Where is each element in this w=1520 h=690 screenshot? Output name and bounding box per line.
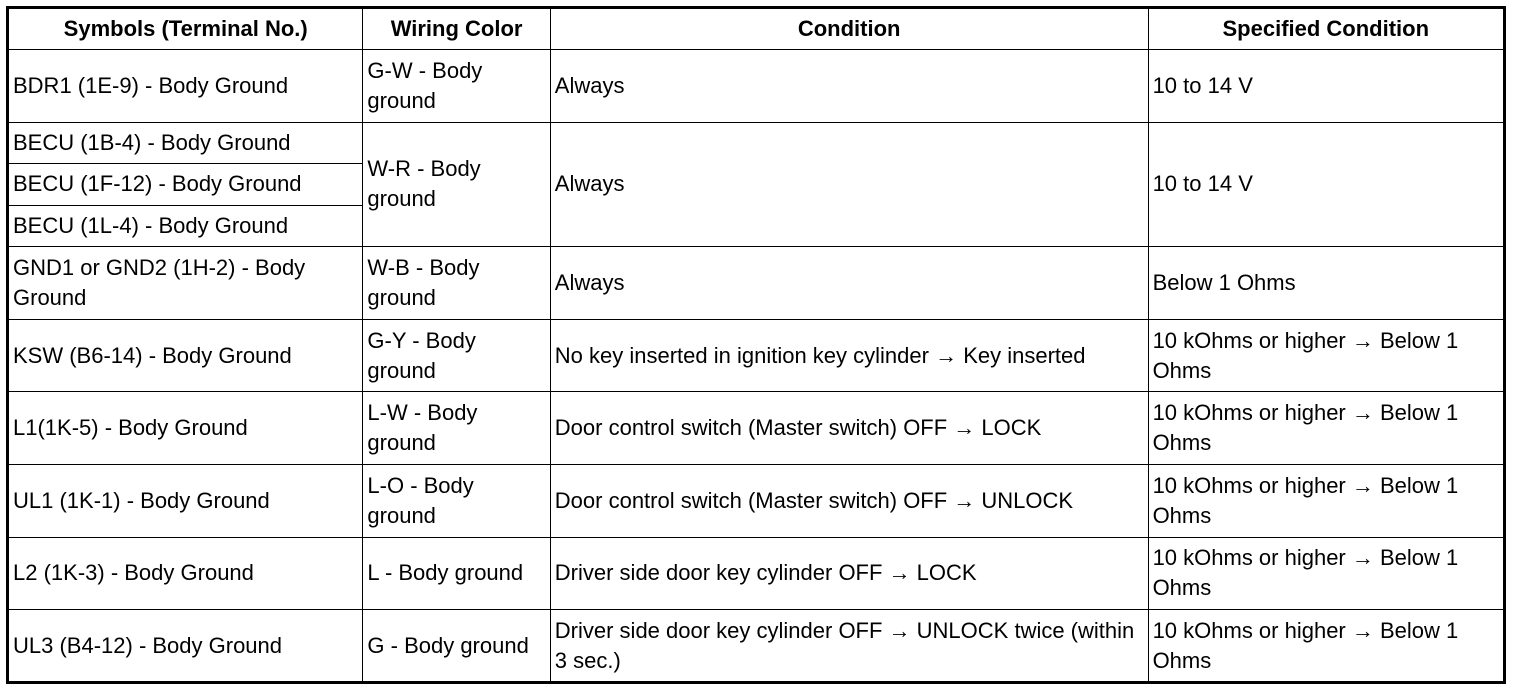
symbol-cell: GND1 or GND2 (1H-2) - Body Ground bbox=[8, 247, 363, 320]
table-row bbox=[8, 537, 1505, 610]
spec-cell: 10 kOhms or higher → Below 1 Ohms bbox=[1148, 610, 1504, 683]
symbol-cell: UL1 (1K-1) - Body Ground bbox=[8, 465, 363, 538]
condition-cell: No key inserted in ignition key cylinder → Key inserted bbox=[550, 319, 1148, 392]
spec-cell: Below 1 Ohms bbox=[1148, 247, 1504, 320]
wiring-cell: G - Body ground bbox=[363, 610, 550, 683]
condition-cell: Always bbox=[550, 50, 1148, 123]
symbol-cell: BECU (1L-4) - Body Ground bbox=[8, 205, 363, 247]
table-row bbox=[8, 247, 1505, 320]
symbol-cell: L2 (1K-3) - Body Ground bbox=[8, 537, 363, 610]
symbol-cell: L1(1K-5) - Body Ground bbox=[8, 392, 363, 465]
spec-cell: 10 to 14 V bbox=[1148, 50, 1504, 123]
table-row bbox=[8, 465, 1505, 538]
symbol-cell: BECU (1B-4) - Body Ground bbox=[8, 122, 363, 164]
wiring-cell: G-W - Body ground bbox=[363, 50, 550, 123]
symbol-cell: BDR1 (1E-9) - Body Ground bbox=[8, 50, 363, 123]
header-symbols: Symbols (Terminal No.) bbox=[8, 8, 363, 50]
wiring-cell: W-B - Body ground bbox=[363, 247, 550, 320]
condition-cell: Always bbox=[550, 122, 1148, 247]
header-specified-condition: Specified Condition bbox=[1148, 8, 1504, 50]
table-row bbox=[8, 610, 1505, 683]
condition-cell: Driver side door key cylinder OFF → LOCK bbox=[550, 537, 1148, 610]
wiring-cell: L-W - Body ground bbox=[363, 392, 550, 465]
spec-cell: 10 kOhms or higher → Below 1 Ohms bbox=[1148, 392, 1504, 465]
table-header-row bbox=[8, 8, 1505, 50]
spec-cell: 10 kOhms or higher → Below 1 Ohms bbox=[1148, 537, 1504, 610]
spec-cell: 10 kOhms or higher → Below 1 Ohms bbox=[1148, 465, 1504, 538]
spec-cell: 10 to 14 V bbox=[1148, 122, 1504, 247]
condition-cell: Driver side door key cylinder OFF → UNLOCK twice (within 3 sec.) bbox=[550, 610, 1148, 683]
condition-cell: Door control switch (Master switch) OFF → LOCK bbox=[550, 392, 1148, 465]
wiring-cell: G-Y - Body ground bbox=[363, 319, 550, 392]
header-condition: Condition bbox=[550, 8, 1148, 50]
spec-cell: 10 kOhms or higher → Below 1 Ohms bbox=[1148, 319, 1504, 392]
table-row bbox=[8, 319, 1505, 392]
table-row bbox=[8, 122, 1505, 164]
wiring-cell: L-O - Body ground bbox=[363, 465, 550, 538]
wiring-cell: L - Body ground bbox=[363, 537, 550, 610]
header-wiring-color: Wiring Color bbox=[363, 8, 550, 50]
table-row bbox=[8, 50, 1505, 123]
terminal-inspection-table bbox=[6, 6, 1506, 684]
symbol-cell: KSW (B6-14) - Body Ground bbox=[8, 319, 363, 392]
wiring-cell: W-R - Body ground bbox=[363, 122, 550, 247]
symbol-cell: UL3 (B4-12) - Body Ground bbox=[8, 610, 363, 683]
condition-cell: Door control switch (Master switch) OFF → UNLOCK bbox=[550, 465, 1148, 538]
table-row bbox=[8, 392, 1505, 465]
symbol-cell: BECU (1F-12) - Body Ground bbox=[8, 164, 363, 206]
condition-cell: Always bbox=[550, 247, 1148, 320]
